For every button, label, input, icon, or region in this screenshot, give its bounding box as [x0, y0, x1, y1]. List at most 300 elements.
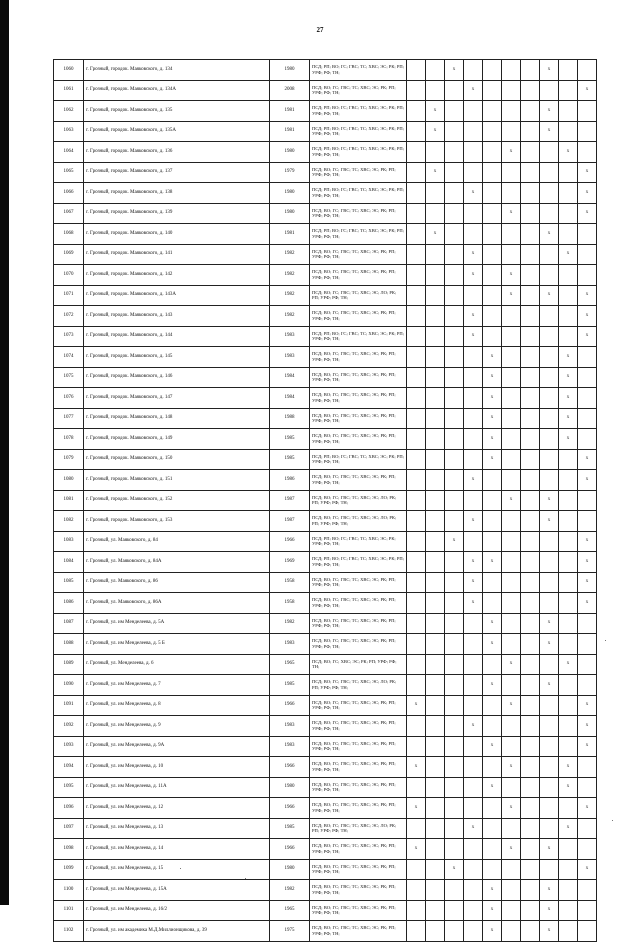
page-number: 27 — [316, 26, 324, 34]
mark-cell — [540, 654, 559, 675]
mark-cell — [407, 429, 426, 450]
row-number: 1077 — [54, 408, 84, 429]
table-row — [54, 408, 597, 429]
address-cell: г. Грозный, ул. им Менделеева, д. 14 — [84, 839, 270, 860]
mark-cell: x — [502, 757, 521, 778]
mark-cell — [502, 531, 521, 552]
mark-cell — [426, 511, 445, 532]
mark-cell — [407, 285, 426, 306]
row-number: 1086 — [54, 593, 84, 614]
mark-cell — [483, 285, 502, 306]
mark-cell — [502, 470, 521, 491]
mark-cell — [426, 552, 445, 573]
address-cell: г. Грозный, ул. им Менделеева, д. 13 — [84, 818, 270, 839]
mark-cell — [426, 736, 445, 757]
systems-cell: ПСД; РП; ВО; ГС; ГВС; ТС; ХВС; ЭС; РК; РП; УРФ; РФ; ТН; — [310, 121, 407, 142]
address-cell: г. Грозный, городок. Маяковского, д. 152 — [84, 490, 270, 511]
mark-cell — [407, 777, 426, 798]
systems-cell: ПСД; РП; ВО; ГС; ГВС; ТС; ХВС; ЭС; РК; РП; УРФ; РФ; ТН; — [310, 60, 407, 81]
row-number: 1088 — [54, 634, 84, 655]
year-cell: 1979 — [270, 162, 310, 183]
mark-cell — [559, 695, 578, 716]
table-row — [54, 285, 597, 306]
row-number: 1098 — [54, 839, 84, 860]
mark-cell — [426, 531, 445, 552]
mark-cell — [407, 142, 426, 163]
row-number: 1092 — [54, 716, 84, 737]
row-number: 1064 — [54, 142, 84, 163]
mark-cell — [578, 429, 597, 450]
address-cell: г. Грозный, ул. им Менделеева, д. 15 — [84, 859, 270, 880]
row-number: 1062 — [54, 101, 84, 122]
mark-cell: x — [540, 285, 559, 306]
row-number: 1075 — [54, 367, 84, 388]
systems-cell: ПСД; ВО; ГС; ГВС; ТС; ХВС; ЭС; РК; РП; УРФ; РФ; ТН; — [310, 859, 407, 880]
mark-cell — [540, 306, 559, 327]
mark-cell: x — [578, 326, 597, 347]
year-cell: 1983 — [270, 634, 310, 655]
mark-cell — [464, 695, 483, 716]
systems-cell: ПСД; ВО; ГС; ГВС; ТС; ХВС; ЭС; РК; РП; УРФ; РФ; ТН; — [310, 347, 407, 368]
mark-cell — [559, 716, 578, 737]
mark-cell — [578, 490, 597, 511]
mark-cell — [578, 244, 597, 265]
mark-cell: x — [578, 798, 597, 819]
scan-speck — [180, 868, 181, 869]
mark-cell — [445, 839, 464, 860]
row-number: 1089 — [54, 654, 84, 675]
address-cell: г. Грозный, ул. Маяковского, д. 86А — [84, 593, 270, 614]
scan-speck — [245, 878, 246, 879]
year-cell: 1980 — [270, 203, 310, 224]
mark-cell: x — [426, 224, 445, 245]
mark-cell: x — [559, 388, 578, 409]
mark-cell — [483, 839, 502, 860]
mark-cell — [483, 101, 502, 122]
mark-cell — [502, 593, 521, 614]
mark-cell — [578, 367, 597, 388]
mark-cell — [483, 265, 502, 286]
row-number: 1076 — [54, 388, 84, 409]
mark-cell — [540, 798, 559, 819]
year-cell: 1981 — [270, 101, 310, 122]
mark-cell — [521, 326, 540, 347]
mark-cell — [445, 654, 464, 675]
mark-cell — [407, 572, 426, 593]
year-cell: 1966 — [270, 839, 310, 860]
table-row — [54, 654, 597, 675]
mark-cell — [521, 449, 540, 470]
mark-cell — [540, 347, 559, 368]
mark-cell — [483, 121, 502, 142]
mark-cell — [578, 839, 597, 860]
mark-cell — [483, 757, 502, 778]
mark-cell: x — [483, 388, 502, 409]
mark-cell: x — [445, 531, 464, 552]
mark-cell — [445, 880, 464, 901]
mark-cell — [540, 449, 559, 470]
address-cell: г. Грозный, городок. Маяковского, д. 148 — [84, 408, 270, 429]
address-cell: г. Грозный, ул. им Менделеева, д. 5 Б — [84, 634, 270, 655]
mark-cell — [578, 757, 597, 778]
mark-cell — [426, 203, 445, 224]
mark-cell — [464, 490, 483, 511]
mark-cell — [578, 777, 597, 798]
mark-cell — [502, 736, 521, 757]
mark-cell — [502, 921, 521, 942]
mark-cell — [540, 572, 559, 593]
row-number: 1068 — [54, 224, 84, 245]
mark-cell — [483, 818, 502, 839]
mark-cell — [426, 449, 445, 470]
mark-cell — [426, 388, 445, 409]
mark-cell: x — [464, 183, 483, 204]
mark-cell — [521, 839, 540, 860]
mark-cell — [464, 101, 483, 122]
mark-cell — [578, 121, 597, 142]
address-cell: г. Грозный, городок. Маяковского, д. 136 — [84, 142, 270, 163]
row-number: 1066 — [54, 183, 84, 204]
mark-cell — [464, 757, 483, 778]
systems-cell: ПСД; ВО; ГС; ГВС; ТС; ХВС; ЭС; РК; РП; УРФ; РФ; ТН; — [310, 244, 407, 265]
mark-cell — [464, 347, 483, 368]
mark-cell — [578, 408, 597, 429]
mark-cell: x — [464, 470, 483, 491]
mark-cell: x — [483, 449, 502, 470]
mark-cell — [445, 244, 464, 265]
mark-cell — [540, 162, 559, 183]
year-cell: 1985 — [270, 449, 310, 470]
systems-cell: ПСД; ВО; ГС; ГВС; ТС; ХВС; ЭС; РК; РП; УРФ; РФ; ТН; — [310, 613, 407, 634]
mark-cell — [407, 531, 426, 552]
year-cell: 1984 — [270, 388, 310, 409]
systems-cell: ПСД; ВО; ГС; ГВС; ТС; ХВС; ЭС; РК; РП; УРФ; РФ; ТН; — [310, 736, 407, 757]
mark-cell — [502, 900, 521, 921]
systems-cell: ПСД; РП; ВО; ГС; ГВС; ТС; ХВС; ЭС; РК; РП; УРФ; РФ; ТН; — [310, 552, 407, 573]
mark-cell — [483, 142, 502, 163]
table-row — [54, 388, 597, 409]
row-number: 1090 — [54, 675, 84, 696]
mark-cell: x — [464, 716, 483, 737]
mark-cell — [426, 921, 445, 942]
mark-cell — [502, 429, 521, 450]
year-cell: 1982 — [270, 880, 310, 901]
year-cell: 1965 — [270, 900, 310, 921]
mark-cell — [502, 613, 521, 634]
mark-cell — [521, 859, 540, 880]
mark-cell: x — [578, 162, 597, 183]
mark-cell: x — [483, 429, 502, 450]
systems-cell: ПСД; ВО; ГС; ГВС; ТС; ХВС; ЭС; РК; РП; УРФ; РФ; ТН; — [310, 306, 407, 327]
systems-cell: ПСД; ВО; ГС; ГВС; ТС; ХВС; ЭС; РК; РП; УРФ; РФ; ТН; — [310, 716, 407, 737]
mark-cell — [464, 839, 483, 860]
mark-cell — [464, 449, 483, 470]
mark-cell — [445, 757, 464, 778]
mark-cell — [426, 306, 445, 327]
table-row — [54, 470, 597, 491]
mark-cell — [559, 449, 578, 470]
mark-cell — [426, 654, 445, 675]
mark-cell — [407, 60, 426, 81]
systems-cell: ПСД; ВО; ГС; ГВС; ТС; ХВС; ЭС; РК; РП; УРФ; РФ; ТН; — [310, 900, 407, 921]
mark-cell — [540, 757, 559, 778]
mark-cell — [578, 60, 597, 81]
address-cell: г. Грозный, городок. Маяковского, д. 143 — [84, 306, 270, 327]
table-row — [54, 921, 597, 942]
mark-cell — [445, 511, 464, 532]
mark-cell — [502, 634, 521, 655]
mark-cell: x — [578, 552, 597, 573]
mark-cell — [483, 203, 502, 224]
mark-cell — [426, 326, 445, 347]
mark-cell — [559, 511, 578, 532]
mark-cell — [578, 634, 597, 655]
year-cell: 1983 — [270, 716, 310, 737]
mark-cell — [407, 552, 426, 573]
mark-cell — [445, 572, 464, 593]
mark-cell — [502, 306, 521, 327]
mark-cell — [445, 388, 464, 409]
mark-cell: x — [483, 921, 502, 942]
table-row — [54, 818, 597, 839]
mark-cell: x — [464, 511, 483, 532]
address-cell: г. Грозный, городок. Маяковского, д. 142 — [84, 265, 270, 286]
mark-cell — [464, 531, 483, 552]
table-row — [54, 326, 597, 347]
row-number: 1084 — [54, 552, 84, 573]
mark-cell: x — [578, 306, 597, 327]
row-number: 1081 — [54, 490, 84, 511]
mark-cell: x — [578, 736, 597, 757]
mark-cell: x — [578, 285, 597, 306]
mark-cell — [426, 183, 445, 204]
mark-cell: x — [578, 859, 597, 880]
mark-cell: x — [483, 634, 502, 655]
mark-cell — [521, 470, 540, 491]
mark-cell — [521, 798, 540, 819]
mark-cell: x — [407, 798, 426, 819]
mark-cell — [502, 326, 521, 347]
mark-cell — [464, 121, 483, 142]
mark-cell — [445, 162, 464, 183]
mark-cell — [559, 531, 578, 552]
year-cell: 1983 — [270, 326, 310, 347]
address-cell: г. Грозный, городок. Маяковского, д. 146 — [84, 367, 270, 388]
mark-cell — [521, 388, 540, 409]
mark-cell — [559, 224, 578, 245]
mark-cell — [540, 736, 559, 757]
systems-cell: ПСД; ВО; ГС; ГВС; ТС; ХВС; ЭС; РК; РП; УРФ; РФ; ТН; — [310, 367, 407, 388]
systems-cell: ПСД; РП; ВО; ГС; ГВС; ТС; ХВС; ЭС; РК; РП; УРФ; РФ; ТН; — [310, 449, 407, 470]
mark-cell — [445, 265, 464, 286]
row-number: 1095 — [54, 777, 84, 798]
mark-cell — [521, 490, 540, 511]
mark-cell: x — [559, 142, 578, 163]
mark-cell: x — [578, 593, 597, 614]
mark-cell: x — [464, 818, 483, 839]
mark-cell: x — [502, 798, 521, 819]
mark-cell — [426, 839, 445, 860]
systems-cell: ПСД; ВО; ГС; ГВС; ТС; ХВС; ЭС; РК; РП; УРФ; РФ; ТН; — [310, 634, 407, 655]
systems-cell: ПСД; РП; ВО; ГС; ГВС; ТС; ХВС; ЭС; РК; РП; УРФ; РФ; ТН; — [310, 142, 407, 163]
mark-cell: x — [407, 839, 426, 860]
mark-cell — [559, 613, 578, 634]
table-row — [54, 675, 597, 696]
table-row — [54, 880, 597, 901]
mark-cell — [521, 429, 540, 450]
mark-cell — [426, 408, 445, 429]
address-cell: г. Грозный, ул. им Менделеева, д. 7 — [84, 675, 270, 696]
mark-cell — [407, 101, 426, 122]
mark-cell — [559, 880, 578, 901]
mark-cell — [407, 593, 426, 614]
mark-cell: x — [445, 859, 464, 880]
mark-cell — [445, 142, 464, 163]
mark-cell — [464, 388, 483, 409]
mark-cell — [407, 347, 426, 368]
mark-cell — [464, 921, 483, 942]
mark-cell — [521, 675, 540, 696]
mark-cell — [521, 695, 540, 716]
mark-cell — [578, 347, 597, 368]
table-row — [54, 306, 597, 327]
mark-cell: x — [483, 880, 502, 901]
systems-cell: ПСД; ВО; ГС; ГВС; ТС; ХВС; ЭС; РК; РП; УРФ; РФ; ТН; — [310, 470, 407, 491]
mark-cell — [445, 798, 464, 819]
systems-cell: ПСД; ВО; ГС; ГВС; ТС; ХВС; ЭС; РК; РП; УРФ; РФ; ТН; — [310, 572, 407, 593]
year-cell: 1984 — [270, 367, 310, 388]
table-row — [54, 511, 597, 532]
mark-cell — [426, 859, 445, 880]
year-cell: 1969 — [270, 552, 310, 573]
mark-cell: x — [540, 121, 559, 142]
mark-cell — [559, 798, 578, 819]
systems-cell: ПСД; РП; ВО; ГС; ГВС; ТС; ХВС; ЭС; РК; РП; УРФ; РФ; ТН; — [310, 224, 407, 245]
mark-cell — [521, 572, 540, 593]
table-row — [54, 162, 597, 183]
table-row — [54, 634, 597, 655]
year-cell: 1966 — [270, 695, 310, 716]
mark-cell — [521, 921, 540, 942]
mark-cell — [426, 593, 445, 614]
row-number: 1097 — [54, 818, 84, 839]
systems-cell: ПСД; РП; ВО; ГС; ГВС; ТС; ХВС; ЭС; РК; РП; УРФ; РФ; ТН; — [310, 326, 407, 347]
mark-cell — [445, 921, 464, 942]
mark-cell — [559, 162, 578, 183]
row-number: 1074 — [54, 347, 84, 368]
mark-cell — [483, 244, 502, 265]
mark-cell: x — [502, 490, 521, 511]
mark-cell — [578, 654, 597, 675]
year-cell: 1980 — [270, 183, 310, 204]
mark-cell — [464, 798, 483, 819]
address-cell: г. Грозный, ул. им Менделеева, д. 12 — [84, 798, 270, 819]
mark-cell — [407, 470, 426, 491]
mark-cell — [426, 757, 445, 778]
mark-cell — [445, 593, 464, 614]
mark-cell — [559, 921, 578, 942]
mark-cell: x — [559, 654, 578, 675]
mark-cell — [407, 80, 426, 101]
mark-cell — [559, 470, 578, 491]
year-cell: 1982 — [270, 306, 310, 327]
systems-cell: ПСД; ВО; ГС; ГВС; ТС; ХВС; ЭС; РК; РП; УРФ; РФ; ТН; — [310, 388, 407, 409]
mark-cell — [521, 900, 540, 921]
mark-cell — [521, 531, 540, 552]
mark-cell — [521, 162, 540, 183]
mark-cell: x — [578, 203, 597, 224]
mark-cell — [426, 572, 445, 593]
year-cell: 1980 — [270, 777, 310, 798]
table-row — [54, 593, 597, 614]
table-row — [54, 859, 597, 880]
year-cell: 1980 — [270, 142, 310, 163]
mark-cell — [464, 162, 483, 183]
table-row — [54, 347, 597, 368]
mark-cell: x — [483, 408, 502, 429]
mark-cell — [445, 80, 464, 101]
mark-cell — [521, 634, 540, 655]
year-cell: 1981 — [270, 224, 310, 245]
year-cell: 1966 — [270, 798, 310, 819]
systems-cell: ПСД; ВО; ГС; ГВС; ТС; ХВС; ЭС; РК; РП; УРФ; РФ; ТН; — [310, 695, 407, 716]
mark-cell — [426, 142, 445, 163]
mark-cell — [407, 490, 426, 511]
address-cell: г. Грозный, городок. Маяковского, д. 150 — [84, 449, 270, 470]
mark-cell: x — [502, 203, 521, 224]
mark-cell — [483, 60, 502, 81]
mark-cell — [483, 511, 502, 532]
mark-cell: x — [483, 900, 502, 921]
mark-cell — [426, 60, 445, 81]
mark-cell — [540, 265, 559, 286]
mark-cell — [426, 695, 445, 716]
systems-cell: ПСД; ВО; ГС; ГВС; ТС; ХВС; ЭС; ЛО; РК; РП; УРФ; РФ; ТН; — [310, 511, 407, 532]
year-cell: 1985 — [270, 818, 310, 839]
mark-cell — [540, 388, 559, 409]
mark-cell — [559, 552, 578, 573]
table-row — [54, 142, 597, 163]
address-cell: г. Грозный, городок. Маяковского, д. 145 — [84, 347, 270, 368]
mark-cell: x — [407, 757, 426, 778]
mark-cell — [464, 60, 483, 81]
row-number: 1061 — [54, 80, 84, 101]
mark-cell — [407, 921, 426, 942]
mark-cell — [521, 511, 540, 532]
mark-cell: x — [559, 429, 578, 450]
mark-cell: x — [464, 572, 483, 593]
mark-cell — [559, 60, 578, 81]
mark-cell — [464, 203, 483, 224]
table-row — [54, 798, 597, 819]
mark-cell: x — [559, 347, 578, 368]
address-cell: г. Грозный, ул. им Менделеева, д. 10 — [84, 757, 270, 778]
mark-cell — [445, 777, 464, 798]
systems-cell: ПСД; ВО; ГС; ГВС; ТС; ХВС; ЭС; РК; РП; УРФ; РФ; ТН; — [310, 880, 407, 901]
table-row — [54, 121, 597, 142]
systems-cell: ПСД; ВО; ГС; ГВС; ТС; ХВС; ЭС; РК; РП; УРФ; РФ; ТН; — [310, 757, 407, 778]
mark-cell — [445, 634, 464, 655]
mark-cell: x — [502, 654, 521, 675]
mark-cell — [407, 900, 426, 921]
address-cell: г. Грозный, городок. Маяковского, д. 153 — [84, 511, 270, 532]
mark-cell — [521, 60, 540, 81]
row-number: 1093 — [54, 736, 84, 757]
mark-cell: x — [502, 142, 521, 163]
mark-cell — [521, 613, 540, 634]
mark-cell — [445, 306, 464, 327]
mark-cell — [502, 880, 521, 901]
